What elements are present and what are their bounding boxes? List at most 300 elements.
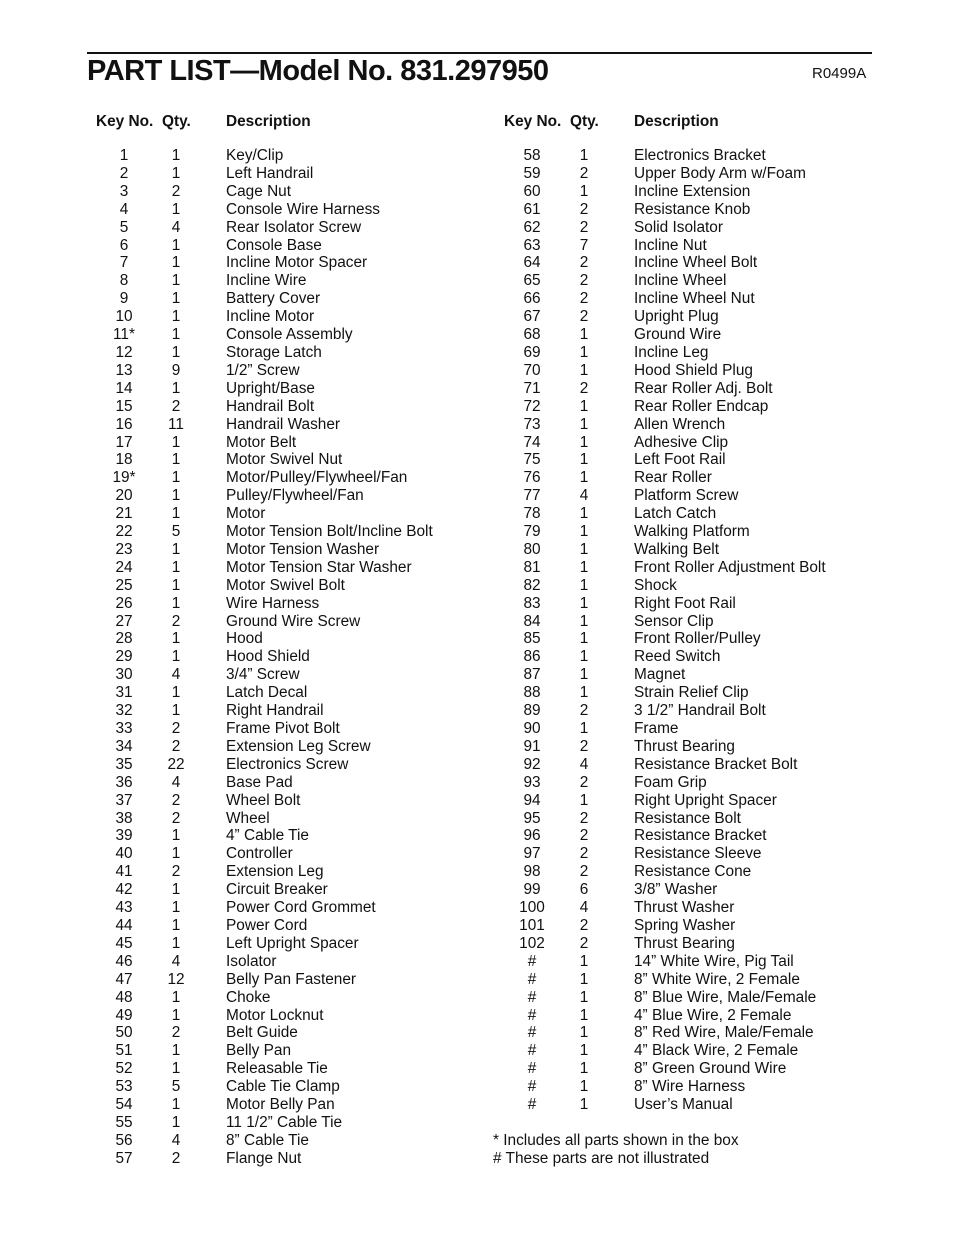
part-quantity: 2 — [579, 290, 589, 308]
part-description: Allen Wrench — [634, 415, 726, 433]
part-quantity: 1 — [171, 540, 181, 558]
part-quantity: 1 — [579, 952, 589, 970]
part-key-number: 27 — [115, 612, 133, 630]
part-key-number: 71 — [523, 379, 541, 397]
part-quantity: 1 — [171, 594, 181, 612]
part-key-number: 88 — [523, 684, 541, 702]
part-description: Latch Decal — [226, 684, 308, 702]
part-key-number: 77 — [523, 487, 541, 505]
part-description: Power Cord Grommet — [226, 899, 376, 917]
part-row — [408, 881, 888, 899]
part-row — [408, 577, 888, 595]
part-key-number: 45 — [115, 934, 133, 952]
part-row — [408, 523, 888, 541]
part-description: Walking Belt — [634, 540, 719, 558]
part-quantity: 1 — [171, 648, 181, 666]
part-quantity: 4 — [171, 218, 181, 236]
part-quantity: 2 — [579, 773, 589, 791]
part-quantity: 1 — [579, 1042, 589, 1060]
part-quantity: 1 — [579, 576, 589, 594]
part-description: 3 1/2” Handrail Bolt — [634, 702, 766, 720]
part-quantity: 1 — [579, 415, 589, 433]
column-header-description: Description — [634, 113, 719, 130]
part-description: Extension Leg — [226, 863, 324, 881]
part-description: Motor Belly Pan — [226, 1096, 335, 1114]
part-description: Latch Catch — [634, 505, 717, 523]
part-row — [0, 1132, 480, 1150]
part-key-number: 64 — [523, 254, 541, 272]
part-description: Resistance Bolt — [634, 809, 741, 827]
part-quantity: 1 — [171, 433, 181, 451]
part-description: 11 1/2” Cable Tie — [226, 1113, 343, 1131]
part-description: Ground Wire Screw — [226, 612, 361, 630]
part-description: Pulley/Flywheel/Fan — [226, 487, 364, 505]
part-quantity: 1 — [171, 290, 181, 308]
part-quantity: 1 — [171, 469, 181, 487]
part-row — [408, 1096, 888, 1114]
part-description: Electronics Screw — [226, 755, 349, 773]
part-key-number: 66 — [523, 290, 541, 308]
footnote-hash: # These parts are not illustrated — [493, 1150, 710, 1167]
part-key-number: 16 — [115, 415, 133, 433]
part-quantity: 1 — [579, 1060, 589, 1078]
part-description: Motor — [226, 505, 266, 523]
part-description: Resistance Sleeve — [634, 845, 762, 863]
part-quantity: 1 — [579, 648, 589, 666]
part-key-number: 86 — [523, 648, 541, 666]
part-quantity: 1 — [579, 182, 589, 200]
part-description: Right Foot Rail — [634, 594, 736, 612]
part-description: Front Roller/Pulley — [634, 630, 761, 648]
part-row — [408, 183, 888, 201]
part-description: Battery Cover — [226, 290, 321, 308]
part-key-number: 10 — [115, 308, 133, 326]
part-description: 8” Wire Harness — [634, 1078, 746, 1096]
part-description: Cable Tie Clamp — [226, 1078, 340, 1096]
part-quantity: 2 — [579, 308, 589, 326]
part-description: Foam Grip — [634, 773, 707, 791]
part-description: 1/2” Screw — [226, 361, 300, 379]
part-key-number: 19* — [112, 469, 136, 487]
part-quantity: 1 — [579, 343, 589, 361]
part-description: Handrail Washer — [226, 415, 341, 433]
part-description: Strain Relief Clip — [634, 684, 749, 702]
part-key-number: 65 — [523, 272, 541, 290]
part-description: Motor Tension Star Washer — [226, 558, 412, 576]
part-row — [408, 756, 888, 774]
part-row — [408, 648, 888, 666]
part-key-number: 67 — [523, 308, 541, 326]
part-quantity: 1 — [171, 1113, 181, 1131]
part-quantity: 1 — [171, 576, 181, 594]
part-quantity: 1 — [171, 1060, 181, 1078]
part-key-number: 17 — [115, 433, 133, 451]
title-rule — [87, 52, 872, 54]
column-header-qty: Qty. — [162, 113, 191, 130]
part-quantity: 1 — [579, 684, 589, 702]
part-key-number: 72 — [523, 397, 541, 415]
part-key-number: 83 — [523, 594, 541, 612]
part-row — [408, 630, 888, 648]
part-quantity: 4 — [579, 487, 589, 505]
part-description: Choke — [226, 988, 271, 1006]
part-quantity: 1 — [579, 666, 589, 684]
part-key-number: 51 — [115, 1042, 133, 1060]
part-key-number: 102 — [519, 934, 545, 952]
part-quantity: 2 — [579, 200, 589, 218]
part-description: Motor Swivel Bolt — [226, 576, 345, 594]
part-key-number: 30 — [115, 666, 133, 684]
part-row — [408, 362, 888, 380]
part-quantity: 2 — [171, 612, 181, 630]
part-key-number: 69 — [523, 343, 541, 361]
part-key-number: 31 — [115, 684, 133, 702]
part-description: Belt Guide — [226, 1024, 298, 1042]
part-quantity: 1 — [579, 147, 589, 164]
part-quantity: 4 — [171, 1131, 181, 1149]
part-row — [408, 254, 888, 272]
part-quantity: 1 — [579, 505, 589, 523]
part-description: Rear Isolator Screw — [226, 218, 362, 236]
part-row — [408, 845, 888, 863]
part-description: Sensor Clip — [634, 612, 714, 630]
part-quantity: 1 — [579, 1024, 589, 1042]
part-description: Shock — [634, 576, 677, 594]
part-quantity: 1 — [171, 916, 181, 934]
part-key-number: 5 — [119, 218, 129, 236]
part-description: 14” White Wire, Pig Tail — [634, 952, 794, 970]
part-description: Magnet — [634, 666, 686, 684]
part-row — [408, 1078, 888, 1096]
part-key-number: 70 — [523, 361, 541, 379]
part-description: Isolator — [226, 952, 277, 970]
column-header-description: Description — [226, 113, 311, 130]
part-key-number: 54 — [115, 1096, 133, 1114]
part-description: Upright Plug — [634, 308, 719, 326]
part-description: 8” Blue Wire, Male/Female — [634, 988, 817, 1006]
part-key-number: 78 — [523, 505, 541, 523]
part-description: Wheel — [226, 809, 270, 827]
part-quantity: 1 — [579, 451, 589, 469]
part-key-number: 9 — [119, 290, 129, 308]
part-quantity: 4 — [579, 755, 589, 773]
part-description: 3/4” Screw — [226, 666, 300, 684]
part-key-number: 89 — [523, 702, 541, 720]
part-description: Flange Nut — [226, 1149, 302, 1167]
part-key-number: 57 — [115, 1149, 133, 1167]
part-quantity: 2 — [171, 182, 181, 200]
part-description: Left Foot Rail — [634, 451, 726, 469]
part-description: Wire Harness — [226, 594, 320, 612]
part-row — [408, 469, 888, 487]
part-quantity: 1 — [171, 934, 181, 952]
part-description: Belly Pan — [226, 1042, 292, 1060]
part-quantity: 2 — [579, 934, 589, 952]
part-key-number: 24 — [115, 558, 133, 576]
part-key-number: 8 — [119, 272, 129, 290]
part-row — [408, 595, 888, 613]
part-row — [408, 308, 888, 326]
part-description: Left Upright Spacer — [226, 934, 359, 952]
part-description: Left Handrail — [226, 164, 314, 182]
part-description: 8” White Wire, 2 Female — [634, 970, 800, 988]
part-key-number: 74 — [523, 433, 541, 451]
part-quantity: 1 — [171, 254, 181, 272]
part-row — [408, 810, 888, 828]
part-key-number: 47 — [115, 970, 133, 988]
part-key-number: 25 — [115, 576, 133, 594]
part-description: Extension Leg Screw — [226, 737, 371, 755]
footnote-asterisk: * Includes all parts shown in the box — [493, 1132, 739, 1149]
part-quantity: 1 — [171, 343, 181, 361]
part-key-number: 32 — [115, 702, 133, 720]
part-quantity: 1 — [171, 630, 181, 648]
part-key-number: 15 — [115, 397, 133, 415]
part-key-number: 38 — [115, 809, 133, 827]
part-quantity: 1 — [171, 272, 181, 290]
part-key-number: 85 — [523, 630, 541, 648]
part-quantity: 2 — [171, 720, 181, 737]
part-quantity: 2 — [579, 702, 589, 720]
part-key-number: 96 — [523, 827, 541, 845]
part-quantity: 2 — [171, 791, 181, 809]
part-description: Belly Pan Fastener — [226, 970, 357, 988]
part-quantity: 1 — [579, 326, 589, 344]
part-description: Hood — [226, 630, 263, 648]
part-quantity: 2 — [171, 397, 181, 415]
part-row — [408, 953, 888, 971]
part-quantity: 5 — [171, 1078, 181, 1096]
column-header-qty: Qty. — [570, 113, 599, 130]
part-description: Rear Roller — [634, 469, 712, 487]
part-key-number: # — [527, 1024, 537, 1042]
part-quantity: 1 — [171, 164, 181, 182]
part-key-number: 92 — [523, 755, 541, 773]
part-row — [408, 684, 888, 702]
part-quantity: 2 — [171, 737, 181, 755]
part-row — [408, 559, 888, 577]
column-header-key-no: Key No. — [504, 113, 562, 130]
part-description: 4” Black Wire, 2 Female — [634, 1042, 799, 1060]
part-description: Thrust Washer — [634, 899, 735, 917]
part-key-number: 26 — [115, 594, 133, 612]
part-key-number: 7 — [119, 254, 129, 272]
part-row — [408, 237, 888, 255]
part-key-number: 97 — [523, 845, 541, 863]
part-quantity: 2 — [579, 218, 589, 236]
part-row — [408, 272, 888, 290]
part-quantity: 1 — [171, 200, 181, 218]
part-quantity: 1 — [579, 1096, 589, 1114]
part-description: Frame — [634, 720, 679, 737]
part-row — [408, 201, 888, 219]
part-quantity: 2 — [579, 379, 589, 397]
parts-column-right — [408, 147, 888, 1114]
part-quantity: 1 — [579, 361, 589, 379]
part-quantity: 2 — [579, 827, 589, 845]
part-quantity: 1 — [579, 397, 589, 415]
part-key-number: 43 — [115, 899, 133, 917]
part-quantity: 1 — [579, 970, 589, 988]
part-quantity: 2 — [579, 863, 589, 881]
part-quantity: 2 — [171, 1024, 181, 1042]
part-quantity: 1 — [171, 881, 181, 899]
part-quantity: 1 — [171, 845, 181, 863]
part-quantity: 1 — [171, 487, 181, 505]
part-description: Cage Nut — [226, 182, 292, 200]
part-key-number: # — [527, 988, 537, 1006]
part-key-number: # — [527, 1006, 537, 1024]
part-description: Solid Isolator — [634, 218, 723, 236]
part-key-number: 29 — [115, 648, 133, 666]
part-key-number: 68 — [523, 326, 541, 344]
part-description: Rear Roller Adj. Bolt — [634, 379, 773, 397]
part-key-number: 76 — [523, 469, 541, 487]
part-row — [408, 702, 888, 720]
part-description: Electronics Bracket — [634, 147, 766, 164]
part-description: Frame Pivot Bolt — [226, 720, 340, 737]
part-key-number: 58 — [523, 147, 541, 164]
part-description: Upright/Base — [226, 379, 315, 397]
part-description: Resistance Bracket — [634, 827, 767, 845]
part-quantity: 1 — [171, 684, 181, 702]
part-description: Hood Shield Plug — [634, 361, 753, 379]
part-quantity: 2 — [579, 809, 589, 827]
part-description: Base Pad — [226, 773, 293, 791]
part-key-number: 53 — [115, 1078, 133, 1096]
part-quantity: 1 — [579, 558, 589, 576]
part-key-number: 4 — [119, 200, 129, 218]
part-description: 4” Blue Wire, 2 Female — [634, 1006, 792, 1024]
part-key-number: 100 — [519, 899, 545, 917]
column-header-row-right — [408, 113, 888, 131]
part-key-number: 55 — [115, 1113, 133, 1131]
document-code: R0499A — [812, 65, 867, 82]
part-key-number: 52 — [115, 1060, 133, 1078]
part-description: Ground Wire — [634, 326, 722, 344]
part-key-number: 35 — [115, 755, 133, 773]
part-description: Incline Wire — [226, 272, 307, 290]
part-description: Console Wire Harness — [226, 200, 380, 218]
part-quantity: 1 — [579, 540, 589, 558]
part-key-number: 39 — [115, 827, 133, 845]
part-quantity: 4 — [579, 899, 589, 917]
part-description: Thrust Bearing — [634, 737, 735, 755]
part-description: Controller — [226, 845, 293, 863]
part-quantity: 1 — [171, 308, 181, 326]
part-key-number: 95 — [523, 809, 541, 827]
part-description: Console Base — [226, 236, 322, 254]
column-header-key-no: Key No. — [96, 113, 154, 130]
part-description: User’s Manual — [634, 1096, 733, 1114]
part-quantity: 2 — [579, 737, 589, 755]
part-key-number: # — [527, 1042, 537, 1060]
part-key-number: 37 — [115, 791, 133, 809]
part-row — [408, 1007, 888, 1025]
part-description: 8” Red Wire, Male/Female — [634, 1024, 814, 1042]
part-description: Incline Wheel — [634, 272, 727, 290]
part-description: Releasable Tie — [226, 1060, 328, 1078]
part-key-number: # — [527, 1060, 537, 1078]
part-quantity: 1 — [171, 379, 181, 397]
part-row — [408, 147, 888, 165]
part-description: Resistance Cone — [634, 863, 752, 881]
part-quantity: 1 — [171, 702, 181, 720]
part-key-number: 12 — [115, 343, 133, 361]
part-description: Walking Platform — [634, 523, 750, 541]
part-key-number: # — [527, 1096, 537, 1114]
part-key-number: 21 — [115, 505, 133, 523]
part-description: Incline Leg — [634, 343, 709, 361]
part-key-number: 2 — [119, 164, 129, 182]
part-key-number: 82 — [523, 576, 541, 594]
part-description: Reed Switch — [634, 648, 721, 666]
part-quantity: 1 — [171, 899, 181, 917]
part-quantity: 2 — [579, 845, 589, 863]
part-row — [408, 505, 888, 523]
part-key-number: 87 — [523, 666, 541, 684]
part-row — [408, 613, 888, 631]
part-quantity: 1 — [171, 505, 181, 523]
part-row — [408, 666, 888, 684]
part-row — [408, 416, 888, 434]
part-description: Incline Wheel Nut — [634, 290, 755, 308]
part-key-number: 62 — [523, 218, 541, 236]
part-key-number: 56 — [115, 1131, 133, 1149]
part-quantity: 7 — [579, 236, 589, 254]
part-row — [408, 451, 888, 469]
part-quantity: 1 — [579, 630, 589, 648]
part-row — [408, 219, 888, 237]
part-row — [408, 774, 888, 792]
part-quantity: 1 — [579, 523, 589, 541]
part-key-number: # — [527, 970, 537, 988]
part-description: Spring Washer — [634, 916, 736, 934]
part-key-number: # — [527, 952, 537, 970]
part-key-number: 3 — [119, 182, 129, 200]
part-row — [408, 935, 888, 953]
part-row — [0, 1114, 480, 1132]
part-quantity: 1 — [171, 147, 181, 164]
part-description: Resistance Bracket Bolt — [634, 755, 798, 773]
part-key-number: 101 — [519, 916, 545, 934]
part-row — [408, 899, 888, 917]
part-description: Incline Motor Spacer — [226, 254, 368, 272]
part-key-number: 91 — [523, 737, 541, 755]
part-quantity: 1 — [579, 612, 589, 630]
part-description: Motor Tension Washer — [226, 540, 380, 558]
part-description: Adhesive Clip — [634, 433, 729, 451]
part-row — [408, 398, 888, 416]
part-key-number: 14 — [115, 379, 133, 397]
part-key-number: 50 — [115, 1024, 133, 1042]
part-row — [408, 863, 888, 881]
part-key-number: 33 — [115, 720, 133, 737]
part-key-number: 44 — [115, 916, 133, 934]
part-quantity: 4 — [171, 952, 181, 970]
part-quantity: 12 — [167, 970, 185, 988]
part-row — [408, 165, 888, 183]
part-description: Right Upright Spacer — [634, 791, 777, 809]
part-key-number: 94 — [523, 791, 541, 809]
part-quantity: 6 — [579, 881, 589, 899]
part-quantity: 1 — [171, 326, 181, 344]
part-description: Upper Body Arm w/Foam — [634, 164, 806, 182]
part-row — [0, 1150, 480, 1168]
part-description: 8” Green Ground Wire — [634, 1060, 787, 1078]
part-description: Motor Belt — [226, 433, 297, 451]
part-quantity: 2 — [171, 809, 181, 827]
